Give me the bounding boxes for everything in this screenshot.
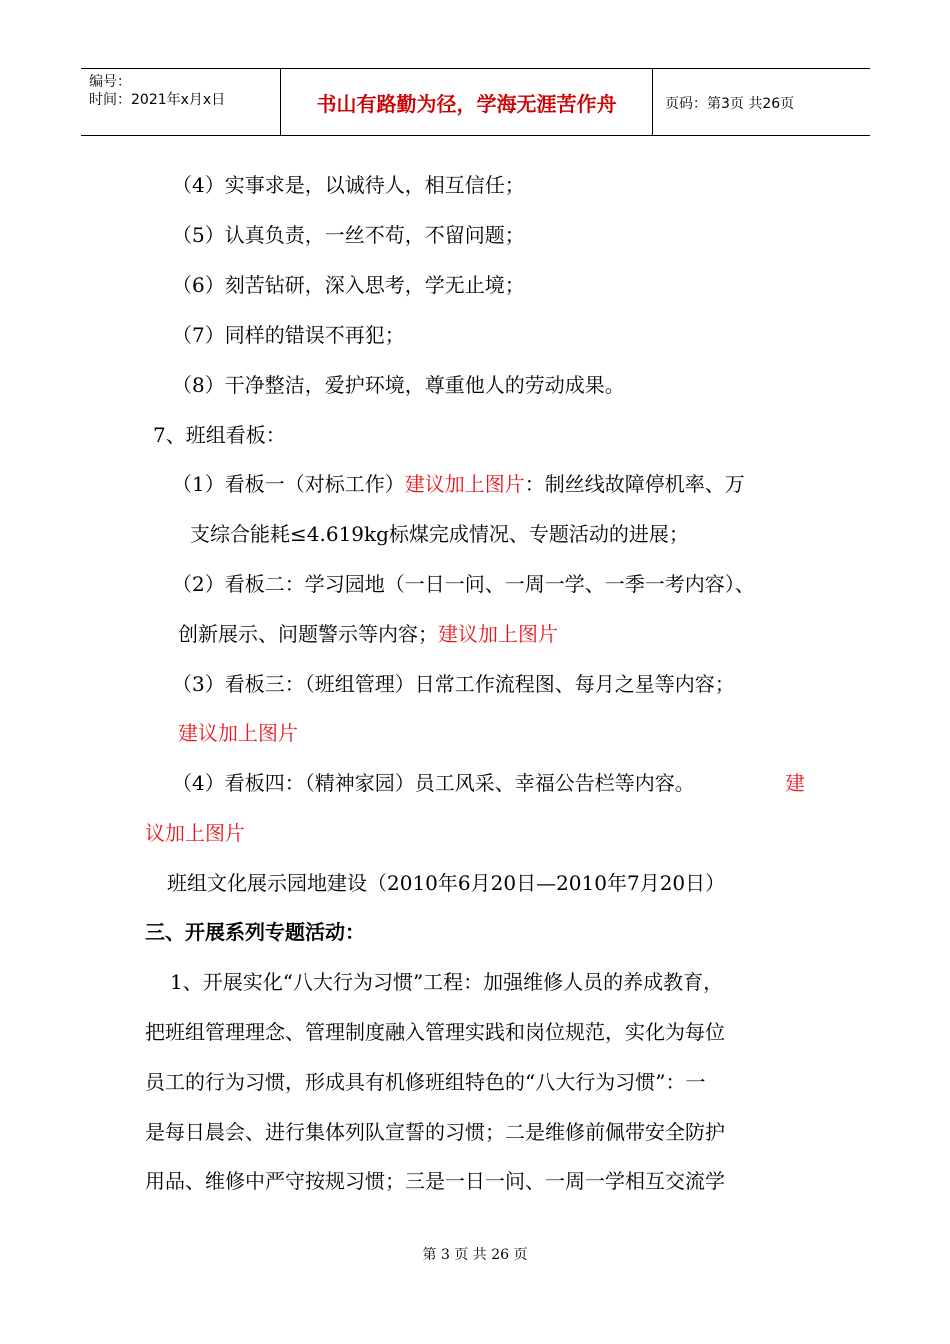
- header-page-info: 页码：第3页 共26页: [665, 96, 795, 112]
- board-1-text: （1）看板一（对标工作）: [172, 472, 405, 496]
- board-2-suggestion: 建议加上图片: [438, 622, 558, 646]
- board-3-suggestion: 建议加上图片: [178, 721, 298, 745]
- board-4-suggestion-end: 议加上图片: [145, 821, 245, 845]
- list-item-4: （4）实事求是，以诚待人，相互信任；: [172, 173, 525, 197]
- header-meta: [81, 69, 281, 135]
- section-3-title: 三、开展系列专题活动：: [145, 920, 365, 944]
- time-label: 时间：2021年x月x日: [89, 92, 226, 108]
- paragraph-line-3: 员工的行为习惯，形成具有机修班组特色的“八大行为习惯”：一: [145, 1070, 706, 1094]
- board-3-line-1: （3）看板三：（班组管理）日常工作流程图、每月之星等内容；: [172, 672, 735, 696]
- list-item-6: （6）刻苦钻研，深入思考，学无止境；: [172, 273, 525, 297]
- board-2-text: 创新展示、问题警示等内容；: [178, 622, 438, 646]
- board-4-suggestion-start: 建: [785, 771, 805, 795]
- page-header: [81, 68, 870, 136]
- number-label: 编号：: [89, 74, 131, 90]
- list-item-5: （5）认真负责，一丝不苟，不留问题；: [172, 223, 525, 247]
- paragraph-line-5: 用品、维修中严守按规习惯；三是一日一问、一周一学相互交流学: [145, 1169, 725, 1193]
- board-4-line-1: [172, 768, 695, 798]
- list-item-7: （7）同样的错误不再犯；: [172, 323, 405, 347]
- board-1-suggestion: 建议加上图片: [404, 472, 525, 496]
- display-construction-line: 班组文化展示园地建设（2010年6月20日—2010年7月20日）: [167, 871, 726, 895]
- section-7-title: 7、班组看板：: [153, 423, 286, 447]
- paragraph-line-4: 是每日晨会、进行集体列队宣誓的习惯；二是维修前佩带安全防护: [145, 1120, 725, 1144]
- page-footer: 第 3 页 共 26 页: [422, 1247, 528, 1263]
- paragraph-line-1: 1、开展实化“八大行为习惯”工程：加强维修人员的养成教育，: [170, 970, 724, 994]
- board-1-text-cont: ：制丝线故障停机率、万: [524, 472, 745, 496]
- list-item-8: （8）干净整洁，爱护环境，尊重他人的劳动成果。: [172, 373, 625, 397]
- board-1-line-2: 支综合能耗≤4.619kg标煤完成情况、专题活动的进展；: [190, 522, 689, 546]
- board-2-line-1: （2）看板二：学习园地（一日一问、一周一学、一季一考内容）、: [172, 572, 755, 596]
- paragraph-line-2: 把班组管理理念、管理制度融入管理实践和岗位规范，实化为每位: [145, 1020, 725, 1044]
- board-2-line-2: [178, 619, 558, 649]
- board-1-line-1: [172, 469, 745, 499]
- header-motto: 书山有路勤为径，学海无涯苦作舟: [281, 69, 653, 135]
- board-4-text: （4）看板四：（精神家园）员工风采、幸福公告栏等内容。: [172, 771, 695, 795]
